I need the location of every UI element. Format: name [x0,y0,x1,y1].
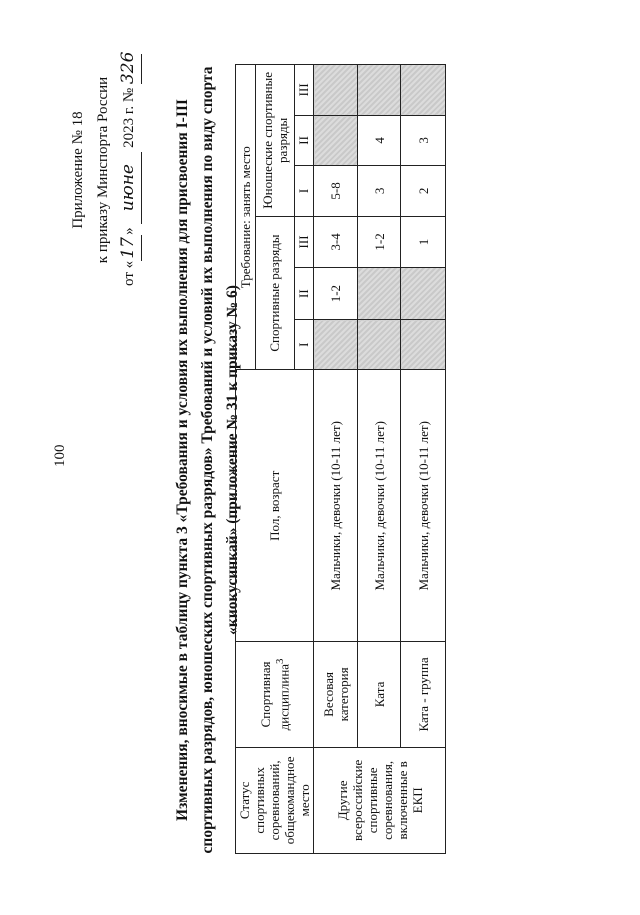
header-sport-ranks: Спортивные разряды [256,216,294,370]
header-sport-rank-1: I [294,319,313,370]
header-youth-rank-2: II [294,115,313,166]
sport-rank-3-cell: 1-2 [358,216,401,268]
date-year: 2023 г. № [121,87,137,148]
appendix-order-ref: к приказу Минспорта России [95,76,111,264]
header-discipline-footnote: 3 [273,658,286,664]
date-month: июне [116,152,142,224]
youth-rank-2-cell: 3 [401,115,446,166]
gender-age-cell: Мальчики, девочки (10-11 лет) [314,370,358,642]
youth-rank-3-cell [401,65,446,116]
sport-rank-1-cell [401,319,446,370]
header-gender-age: Пол, возраст [236,370,314,642]
header-discipline-text: Спортивная дисциплина [257,661,292,731]
title-line-2: спортивных разрядов, юношеских спортивных разрядов» Требований и условий их выполнения по виду спорта [199,66,216,854]
title-line-1: Изменения, вносимые в таблицу пункта 3 «Требования и условия их выполнения для присвоения I-III [174,99,191,821]
sport-rank-3-cell: 1 [401,216,446,268]
date-prefix: от « [121,260,137,286]
status-value: Другие всероссийские спортивные соревнования, включенные в ЕКП [314,747,446,853]
youth-rank-3-cell [314,65,358,116]
header-discipline [236,642,314,748]
appendix-number: Приложение № 18 [70,111,86,229]
page-number: 100 [52,444,68,467]
table-row [314,65,358,854]
sport-rank-2-cell: 1-2 [314,268,358,320]
header-sport-rank-2: II [294,268,313,320]
header-youth-rank-3: III [294,65,313,116]
sport-rank-3-cell: 3-4 [314,216,358,268]
header-requirement: Требование: занять место [236,65,256,370]
youth-rank-3-cell [358,65,401,116]
discipline-cell: Ката - группа [401,642,446,748]
appendix-block [66,45,142,295]
sport-rank-1-cell [358,319,401,370]
gender-age-cell: Мальчики, девочки (10-11 лет) [358,370,401,642]
sport-rank-2-cell [358,268,401,320]
youth-rank-1-cell: 5-8 [314,166,358,217]
date-mid: » [121,227,137,235]
header-youth-rank-1: I [294,166,313,217]
order-number: 326 [116,54,142,84]
date-day: 17 [116,235,142,261]
sport-rank-2-cell [401,268,446,320]
youth-rank-1-cell: 2 [401,166,446,217]
table-row [401,65,446,854]
discipline-cell: Ката [358,642,401,748]
sport-rank-1-cell [314,319,358,370]
document-title [170,65,245,855]
title-line-3: «киокусинкай» (приложение № 31 к приказу № 6) [224,285,241,635]
youth-rank-1-cell: 3 [358,166,401,217]
header-sport-rank-3: III [294,216,313,268]
gender-age-cell: Мальчики, девочки (10-11 лет) [401,370,446,642]
youth-rank-2-cell [314,115,358,166]
youth-rank-2-cell: 4 [358,115,401,166]
table-row [358,65,401,854]
header-youth-ranks: Юношеские спортивные разряды [256,65,294,217]
requirements-table [235,64,446,854]
discipline-cell: Весовая категория [314,642,358,748]
appendix-date-line [116,45,142,295]
header-status: Статус спортивных соревнований, общекомандное место [236,747,314,853]
